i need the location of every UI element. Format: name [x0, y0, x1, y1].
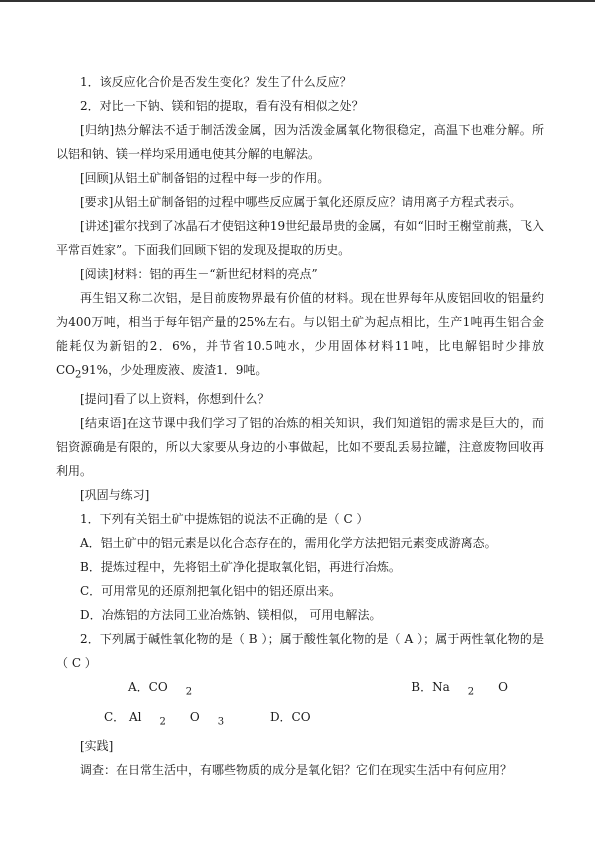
option-a: A．CO $_2$	[128, 680, 193, 698]
lecture-paragraph: [讲述]霍尔找到了冰晶石才使铝这种19世纪最昂贵的金属，有如“旧时王榭堂前燕，飞入平常百姓家”。下面我们回顾下铝的发现及提取的历史。	[56, 219, 544, 257]
exercise-1-option-d: D．冶炼铝的方法同工业冶炼钠、镁相似， 可用电解法。	[80, 608, 382, 623]
option-d: D．CO	[269, 709, 311, 724]
co2-subscript: 2	[75, 369, 82, 381]
review-paragraph: [回顾]从铝土矿制备铝的过程中每一步的作用。	[80, 171, 330, 185]
option-c: C． Al $_2$ O $_3$	[104, 709, 225, 728]
survey-question: 调查：在日常生活中，有哪些物质的成分是氧化铝？它们在现实生活中有何应用？	[80, 763, 513, 778]
practice-section-heading: [实践]	[80, 739, 114, 754]
exercise-1-option-a: A．铝土矿中的铝元素是以化合态存在的，需用化学方法把铝元素变成游离态。	[80, 536, 497, 551]
exercise-1-option-b: B．提炼过程中，先将铝土矿净化提取氧化铝，再进行冶炼。	[80, 560, 401, 575]
exercise-1: 1．下列有关铝土矿中提炼铝的说法不正确的是（ C ）	[80, 512, 369, 527]
page-top-border	[0, 0, 595, 2]
recycling-text-b: 91%，少处理废液、废渣1．9吨。	[81, 363, 268, 377]
reading-heading: [阅读]材料：铝的再生－“新世纪材料的亮点”	[80, 267, 318, 281]
requirement-paragraph: [要求]从铝土矿制备铝的过程中哪些反应属于氧化还原反应？请用离子方程式表示。	[80, 195, 522, 209]
recycling-text-a: 再生铝又称二次铝，是目前废物界最有价值的材料。现在世界每年从废铝回收的铝量约为400万吨，相当于每年铝产量的25%左右。与以铝土矿为起点相比，生产1吨再生铝合金能耗仅为新铝的2．6%，并节省10.5吨水，少用固体材料11吨，比电解铝时少排放CO	[56, 291, 544, 377]
document-body	[56, 70, 544, 782]
exercise-2: 2．下列属于碱性氧化物的是（ B ）；属于酸性氧化物的是（ A ）；属于两性氧化物的是（ C ）	[56, 632, 544, 671]
option-b: B．Na $_2$ O	[411, 680, 508, 698]
question-2: 2．对比一下钠、镁和铝的提取，看有没有相似之处？	[80, 99, 364, 113]
summary-paragraph: [归纳]热分解法不适于制活泼金属，因为活泼金属氧化物很稳定，高温下也难分解。所以铝和钠、镁一样均采用通电使其分解的电解法。	[56, 123, 544, 161]
question-prompt: [提问]看了以上资料，你想到什么？	[80, 392, 270, 407]
recycling-paragraph	[56, 286, 544, 387]
conclusion-paragraph: [结束语]在这节课中我们学习了铝的冶炼的相关知识，我们知道铝的需求是巨大的，而铝资源确是有限的，所以大家要从身边的小事做起，比如不要乱丢易拉罐，注意废物回收再利用。	[56, 416, 544, 479]
question-1: 1．该反应化合价是否发生变化？发生了什么反应？	[80, 75, 352, 89]
exercise-1-option-c: C．可用常见的还原剂把氧化铝中的铝还原出来。	[80, 584, 342, 599]
exercise-2-options	[56, 675, 544, 734]
practice-heading: [巩固与练习]	[80, 488, 150, 503]
